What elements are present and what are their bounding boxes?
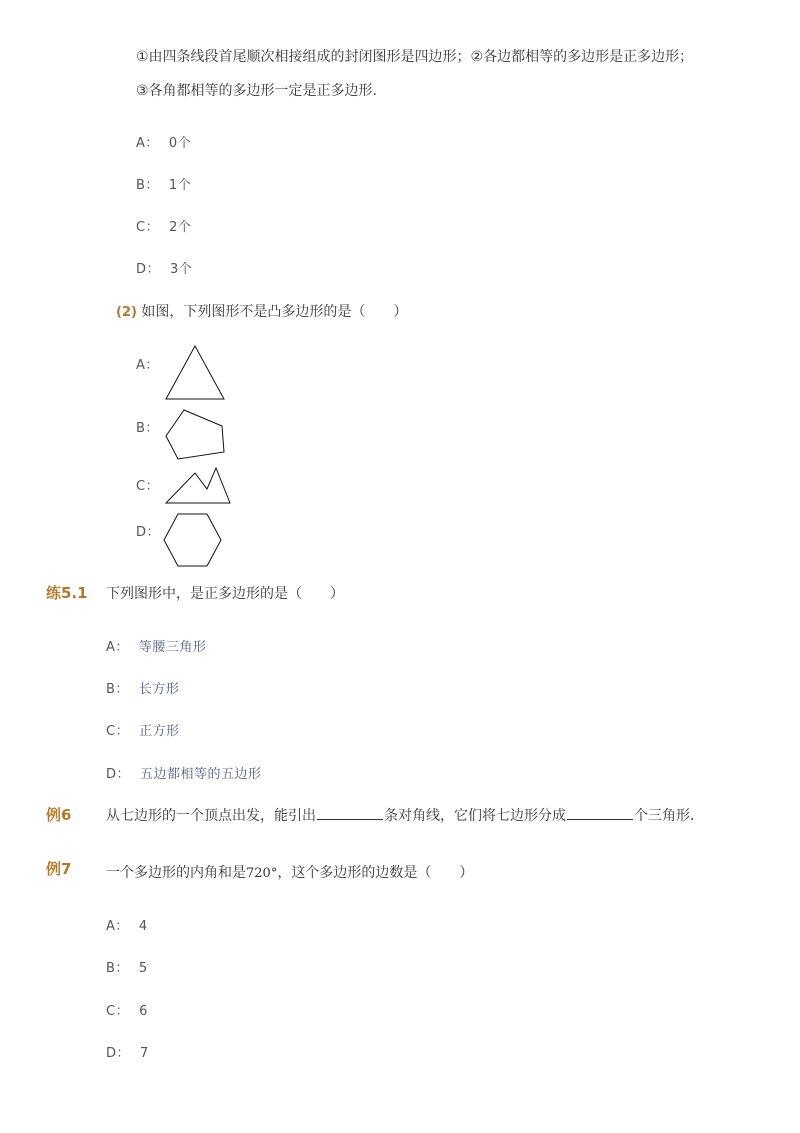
answer-blank-2[interactable] (567, 805, 633, 820)
q2-option-d-key[interactable]: D： (136, 525, 161, 540)
option-value: 5 (138, 961, 148, 976)
option-key: A： (106, 640, 129, 655)
ex7-option-c[interactable] (106, 1000, 148, 1019)
option-key: A： (136, 136, 159, 151)
q1-option-d[interactable] (136, 258, 192, 277)
angle-sum-math: 720° (246, 866, 278, 881)
q1-option-a[interactable] (136, 132, 191, 151)
option-value: 正方形 (139, 724, 180, 739)
option-key: B： (106, 961, 129, 976)
option-key: B： (106, 682, 129, 697)
example-7-text (106, 862, 473, 882)
example-7-part1: 一个多边形的内角和是 (106, 865, 246, 881)
option-value: 等腰三角形 (138, 640, 207, 655)
ex51-option-c[interactable] (106, 720, 180, 739)
option-value: 3个 (170, 262, 193, 277)
answer-blank-1[interactable] (317, 805, 383, 820)
q1-option-c[interactable] (136, 216, 191, 235)
q2-number: (2) (116, 305, 137, 320)
q1-statement-line2: ③各角都相等的多边形一定是正多边形． (136, 83, 387, 99)
option-key: D： (106, 767, 131, 782)
example-6-text (106, 805, 704, 825)
example-6-part2: 条对角线，它们将七边形分成 (384, 808, 566, 824)
q2-option-a-key[interactable]: A： (136, 358, 159, 373)
option-value: 1个 (168, 178, 192, 193)
option-value: 6 (139, 1004, 148, 1019)
triangle-figure[interactable] (160, 340, 230, 404)
option-value: 五边都相等的五边形 (140, 767, 262, 782)
option-key: C： (106, 724, 130, 739)
pentagon-figure[interactable] (160, 404, 230, 462)
q2-question (116, 301, 407, 321)
q2-option-b-key[interactable]: B： (136, 421, 159, 436)
hexagon-figure[interactable] (160, 510, 226, 570)
example-7-label: 例7 (46, 860, 72, 878)
q1-option-b[interactable] (136, 174, 191, 193)
example-6-part3: 个三角形． (634, 808, 704, 824)
option-key: C： (136, 220, 160, 235)
option-key: B： (136, 178, 159, 193)
option-value: 0个 (168, 136, 192, 151)
example-6-part1: 从七边形的一个顶点出发，能引出 (106, 808, 316, 824)
q1-statement-line1: ①由四条线段首尾顺次相接组成的封闭图形是四边形；②各边都相等的多边形是正多边形； (136, 49, 694, 65)
q2-text: 如图，下列图形不是凸多边形的是（ ） (141, 304, 408, 320)
concave-polygon-figure[interactable] (160, 463, 236, 507)
example-7-part2: ，这个多边形的边数是（ ） (277, 865, 474, 881)
option-value: 2个 (169, 220, 192, 235)
option-key: A： (106, 919, 129, 934)
exercise-5-1-text: 下列图形中，是正多边形的是（ ） (106, 586, 344, 602)
ex7-option-a[interactable] (106, 915, 148, 934)
q2-option-c-key[interactable]: C： (136, 479, 160, 494)
option-value: 长方形 (138, 682, 180, 697)
option-key: C： (106, 1004, 130, 1019)
ex7-option-b[interactable] (106, 957, 148, 976)
option-value: 4 (138, 919, 148, 934)
ex51-option-b[interactable] (106, 678, 179, 697)
example-6-label: 例6 (46, 806, 72, 824)
option-key: D： (106, 1046, 131, 1061)
option-value: 7 (140, 1046, 149, 1061)
option-key: D： (136, 262, 161, 277)
ex7-option-d[interactable] (106, 1042, 149, 1061)
exercise-5-1-label: 练5.1 (46, 584, 88, 602)
ex51-option-a[interactable] (106, 636, 206, 655)
ex51-option-d[interactable] (106, 763, 262, 782)
